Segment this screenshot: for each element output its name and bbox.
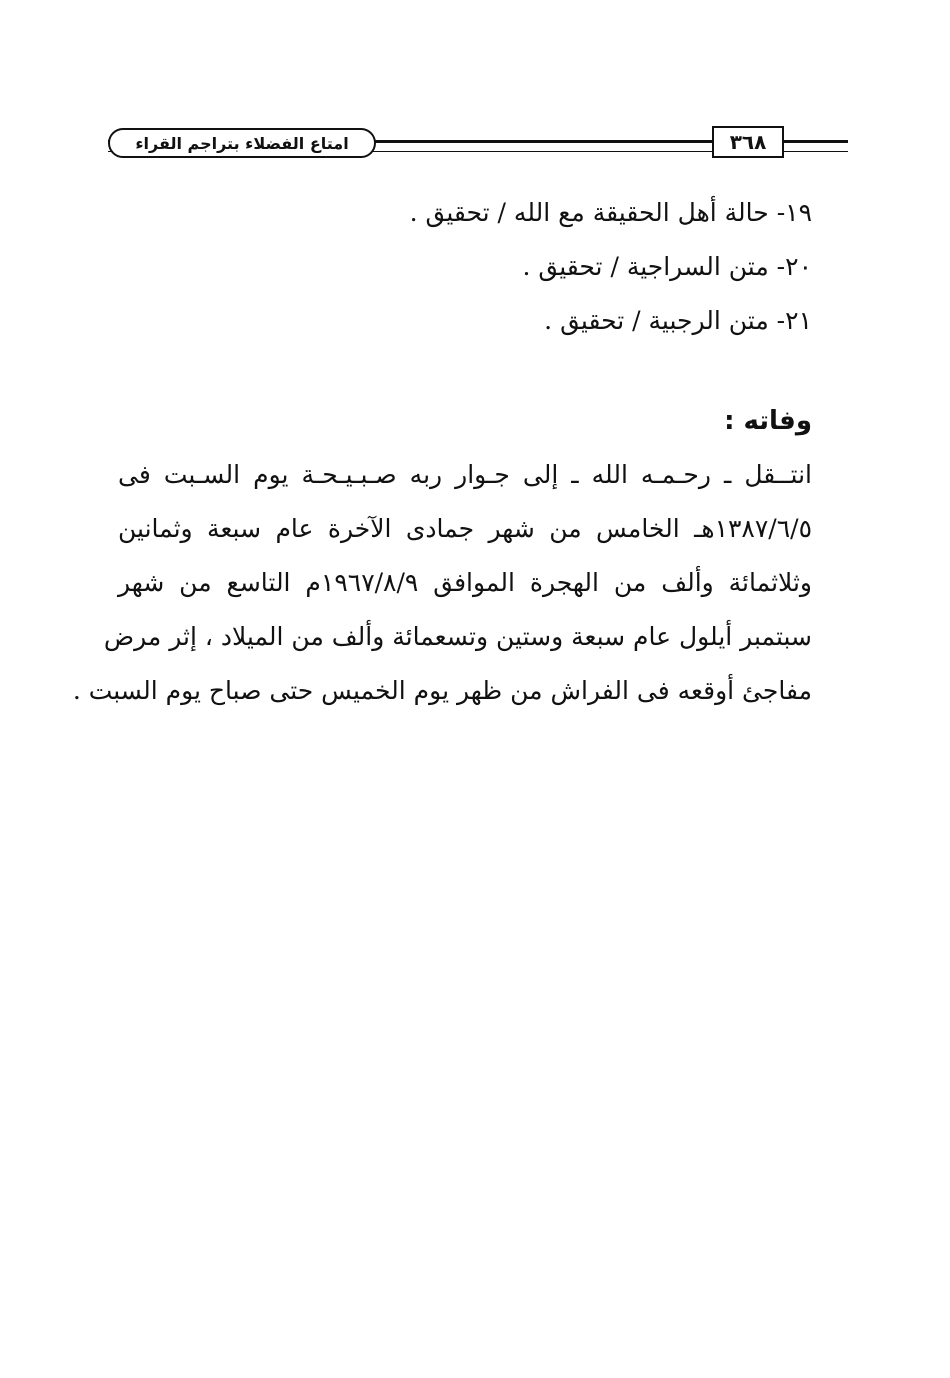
list-item: ١٩- حالة أهل الحقيقة مع الله / تحقيق . xyxy=(409,198,812,227)
paragraph-line: ١٣٨٧/٦/٥هـ الخامس من شهر جمادى الآخرة عام سبعة وثمانين xyxy=(118,514,812,543)
running-header xyxy=(108,126,848,166)
paragraph-line: مفاجئ أوقعه فى الفراش من ظهر يوم الخميس حتى صباح يوم السبت . xyxy=(72,676,812,705)
paragraph-line: سبتمبر أيلول عام سبعة وستين وتسعمائة وألف من الميلاد ، إثر مرض xyxy=(103,622,812,651)
paragraph-line: انتــقل ـ رحـمـه الله ـ إلى جـوار ربه صـبـيـحـة يوم السـبت فى xyxy=(118,460,812,489)
page-body xyxy=(72,186,812,718)
book-title: امتاع الفضلاء بتراجم القراء xyxy=(108,128,376,158)
section-heading: وفاته : xyxy=(724,406,812,436)
page-number: ٣٦٨ xyxy=(712,126,784,158)
list-item: ٢٠- متن السراجية / تحقيق . xyxy=(522,252,812,281)
paragraph-line: وثلاثمائة وألف من الهجرة الموافق ١٩٦٧/٨/٩م التاسع من شهر xyxy=(118,568,812,597)
list-item: ٢١- متن الرجبية / تحقيق . xyxy=(544,306,812,335)
